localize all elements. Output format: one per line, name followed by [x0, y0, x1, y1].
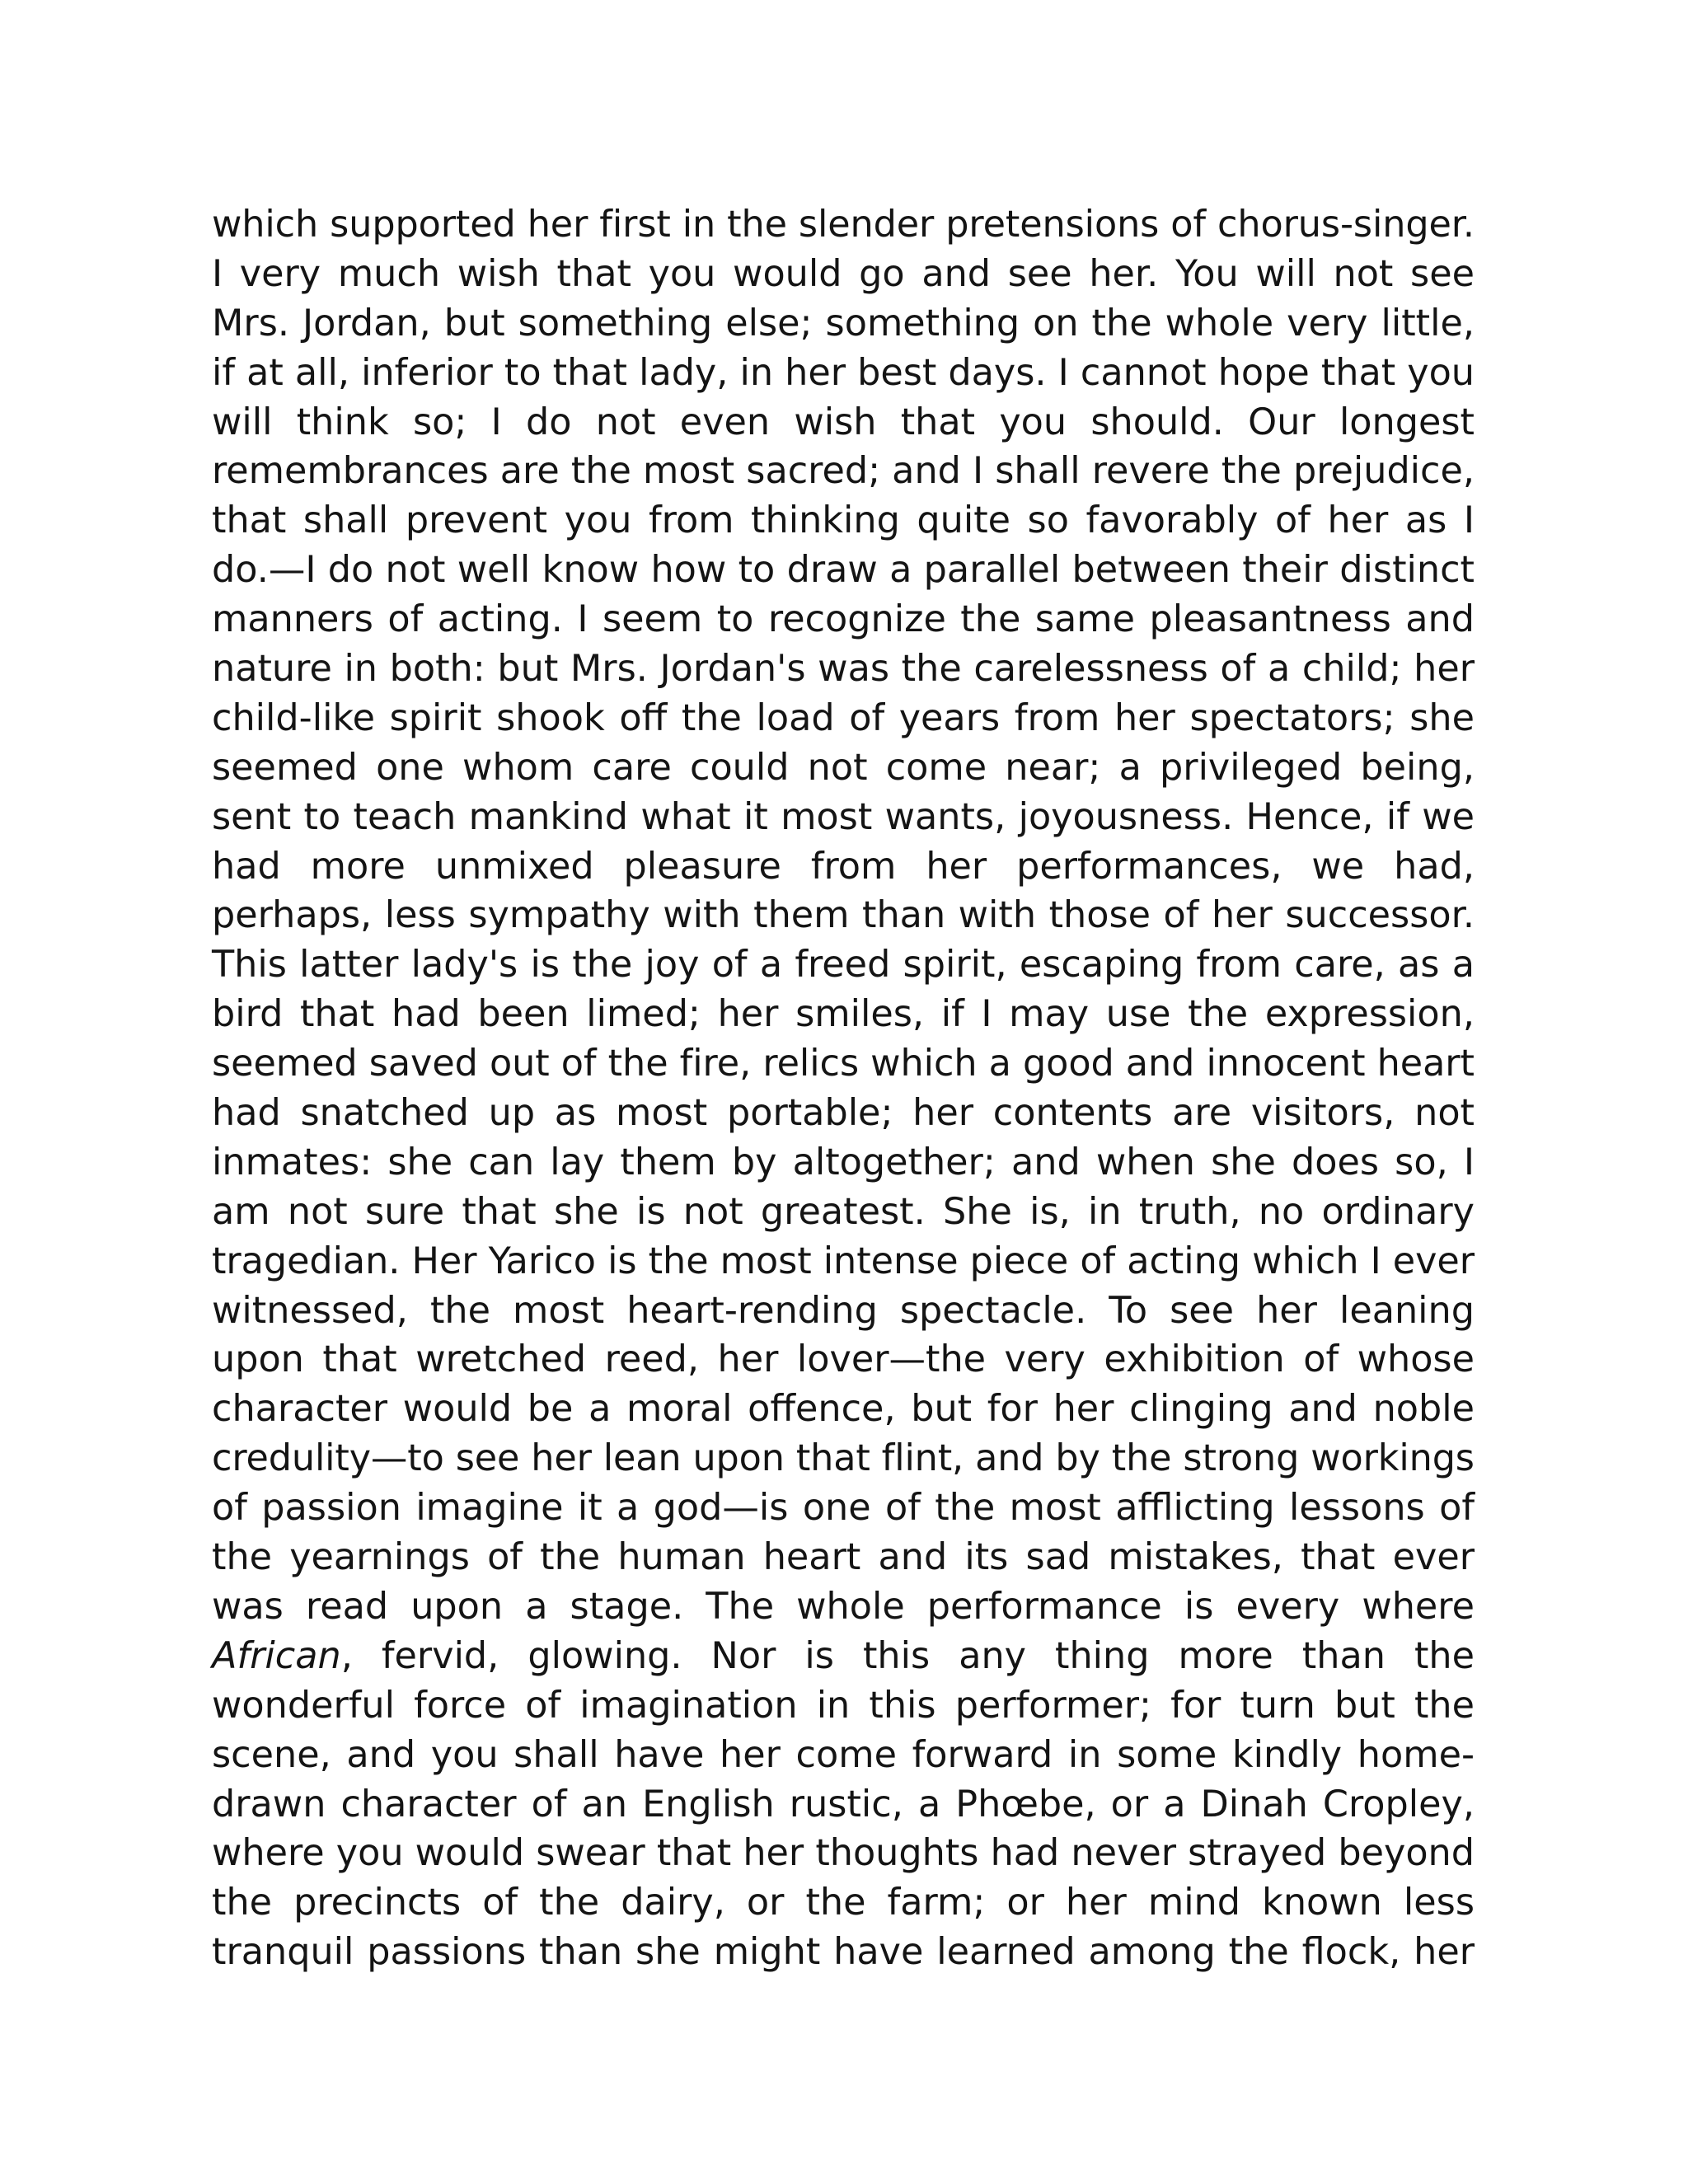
text-line: perhaps, less sympathy with them than with those of her successor.: [212, 894, 1475, 937]
text-line: which supported her first in the slender pretensions of chorus-singer.: [212, 204, 1475, 246]
text-line: manners of acting. I seem to recognize the same pleasantness and: [212, 598, 1475, 641]
text-line: tragedian. Her Yarico is the most intense piece of acting which I ever: [212, 1240, 1475, 1282]
text-line: character would be a moral offence, but for her clinging and noble: [212, 1388, 1475, 1431]
text-line: where you would swear that her thoughts had never strayed beyond: [212, 1832, 1475, 1875]
text-line: will think so; I do not even wish that you should. Our longest: [212, 401, 1475, 443]
text-line: that shall prevent you from thinking quite so favorably of her as I: [212, 499, 1475, 542]
text-line: remembrances are the most sacred; and I shall revere the prejudice,: [212, 450, 1475, 493]
text-line: had more unmixed pleasure from her performances, we had,: [212, 845, 1475, 888]
text-line: do.—I do not well know how to draw a parallel between their distinct: [212, 549, 1475, 592]
text-line: if at all, inferior to that lady, in her best days. I cannot hope that you: [212, 351, 1475, 394]
text-line: was read upon a stage. The whole performance is every where: [212, 1585, 1475, 1628]
text-line: of passion imagine it a god—is one of the most afflicting lessons of: [212, 1487, 1475, 1530]
text-line: the yearnings of the human heart and its sad mistakes, that ever: [212, 1536, 1475, 1579]
text-line: wonderful force of imagination in this performer; for turn but the: [212, 1684, 1475, 1727]
text-line: upon that wretched reed, her lover—the very exhibition of whose: [212, 1338, 1475, 1381]
italic-word: African: [212, 1634, 341, 1677]
text-line: bird that had been limed; her smiles, if I may use the expression,: [212, 993, 1475, 1036]
text-line: the precincts of the dairy, or the farm; or her mind known less: [212, 1882, 1475, 1924]
text-line: am not sure that she is not greatest. She is, in truth, no ordinary: [212, 1190, 1475, 1233]
text-line: nature in both: but Mrs. Jordan's was the carelessness of a child; her: [212, 648, 1475, 691]
text-line: tranquil passions than she might have learned among the flock, her: [212, 1931, 1475, 1974]
text-line: I very much wish that you would go and see her. You will not see: [212, 252, 1475, 295]
text-line: scene, and you shall have her come forward in some kindly home-: [212, 1733, 1475, 1776]
text-line: drawn character of an English rustic, a Phœbe, or a Dinah Cropley,: [212, 1783, 1475, 1825]
text-line: sent to teach mankind what it most wants, joyousness. Hence, if we: [212, 795, 1475, 838]
text-line-african: [212, 1632, 1475, 1681]
body-text: [212, 200, 1475, 1977]
text-line: witnessed, the most heart-rending spectacle. To see her leaning: [212, 1289, 1475, 1332]
text-line: had snatched up as most portable; her contents are visitors, not: [212, 1092, 1475, 1135]
text-line: inmates: she can lay them by altogether; and when she does so, I: [212, 1141, 1475, 1183]
text-line: child-like spirit shook off the load of years from her spectators; she: [212, 696, 1475, 739]
text-line: credulity—to see her lean upon that flint, and by the strong workings: [212, 1437, 1475, 1480]
text-line: seemed saved out of the fire, relics which a good and innocent heart: [212, 1043, 1475, 1085]
text-line-rest: , fervid, glowing. Nor is this any thing more than the: [340, 1634, 1475, 1677]
text-line: Mrs. Jordan, but something else; something on the whole very little,: [212, 302, 1475, 344]
text-line: seemed one whom care could not come near; a privileged being,: [212, 746, 1475, 789]
text-line: This latter lady's is the joy of a freed spirit, escaping from care, as a: [212, 944, 1475, 987]
